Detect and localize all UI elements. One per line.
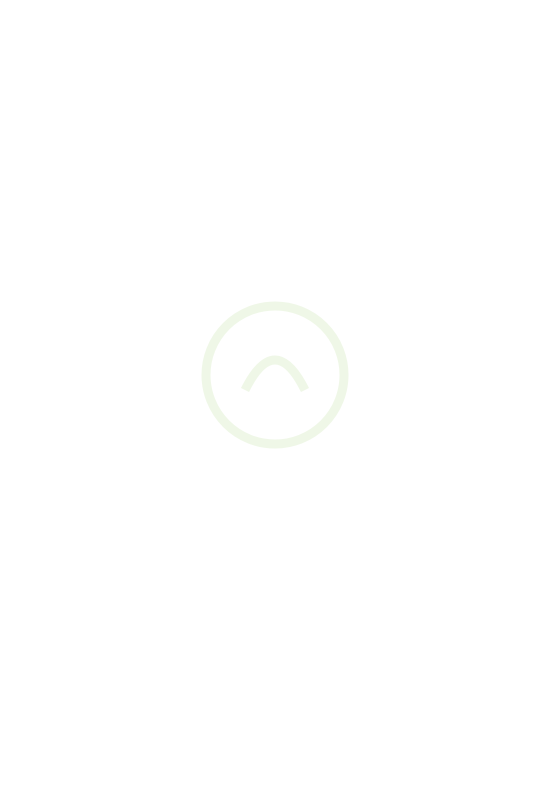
story-content: [38, 78, 505, 90]
watermark-logo-icon: [200, 300, 350, 450]
right-border: [523, 30, 537, 770]
top-border: [0, 6, 541, 24]
left-border: [4, 30, 18, 770]
